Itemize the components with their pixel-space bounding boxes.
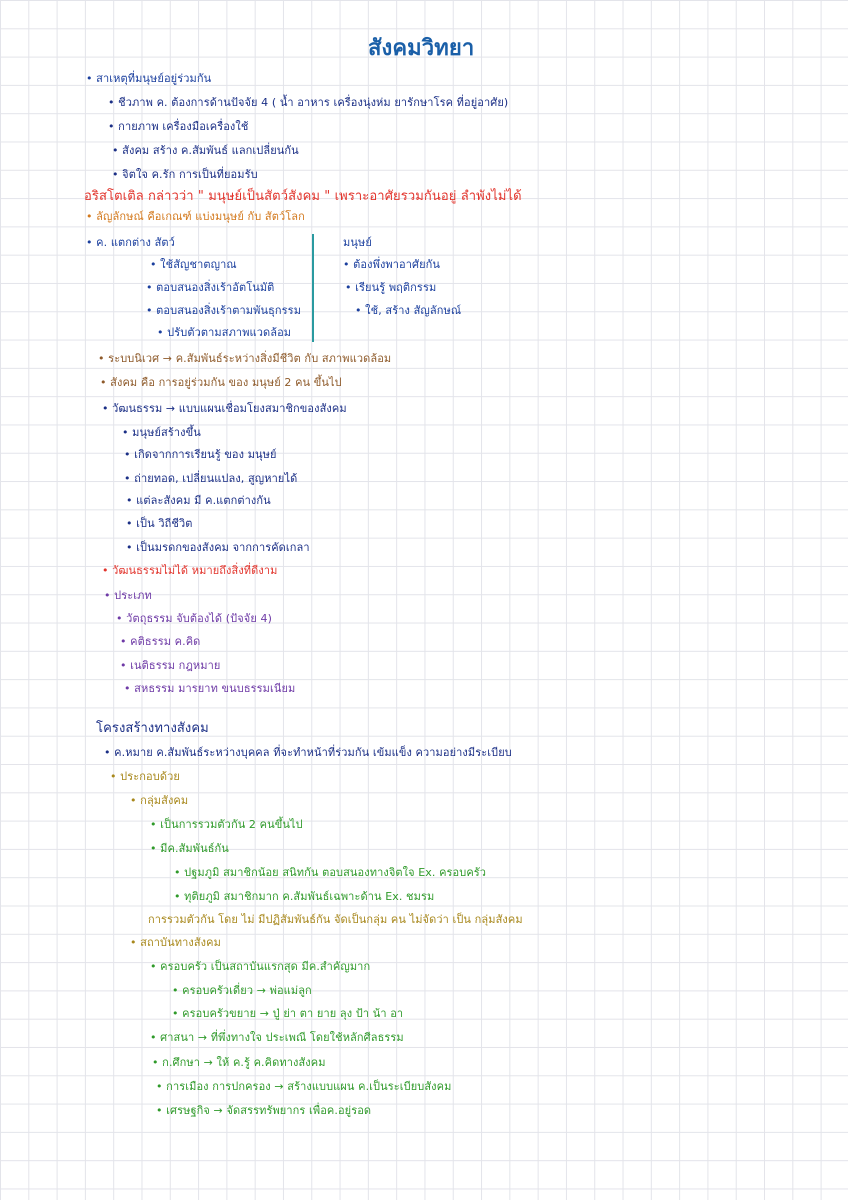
note-line: • แต่ละสังคม มี ค.แตกต่างกัน — [126, 494, 271, 507]
note-line: • เศรษฐกิจ → จัดสรรทรัพยากร เพื่อค.อยู่รอด — [156, 1104, 372, 1117]
section-heading: โครงสร้างทางสังคม — [96, 721, 209, 736]
note-line: • มีค.สัมพันธ์กัน — [150, 842, 229, 855]
note-line: • ก.ศึกษา → ให้ ค.รู้ ค.คิดทางสังคม — [152, 1056, 326, 1069]
note-line: • วัตถุธรรม จับต้องได้ (ปัจจัย 4) — [116, 612, 272, 625]
note-line: • เนติธรรม กฎหมาย — [120, 659, 221, 672]
note-line: • ตอบสนองสิ่งเร้าอัตโนมัติ — [146, 281, 275, 294]
note-line: • ชีวภาพ ค. ต้องการด้านปัจจัย 4 ( น้ำ อาหาร เครื่องนุ่งห่ม ยารักษาโรค ที่อยู่อาศัย) — [108, 96, 509, 109]
note-line: • ตอบสนองสิ่งเร้าตามพันธุกรรม — [146, 304, 302, 317]
note-line: • ประเภท — [104, 589, 152, 602]
note-line: • สังคม คือ การอยู่ร่วมกัน ของ มนุษย์ 2 คน ขึ้นไป — [100, 376, 342, 389]
note-line: • สังคม สร้าง ค.สัมพันธ์ แลกเปลี่ยนกัน — [112, 144, 299, 157]
note-line: • ครอบครัวขยาย → ปู่ ย่า ตา ยาย ลุง ป้า น้า อา — [172, 1007, 404, 1020]
note-line: • ปรับตัวตามสภาพแวดล้อม — [157, 326, 292, 339]
note-line: • ศาสนา → ที่พึ่งทางใจ ประเพณี โดยใช้หลักศีลธรรม — [150, 1031, 404, 1044]
note-line: • เกิดจากการเรียนรู้ ของ มนุษย์ — [124, 448, 277, 461]
note-line: • วัฒนธรรม → แบบแผนเชื่อมโยงสมาชิกของสังคม — [102, 402, 347, 415]
note-line: • เป็น วิถีชีวิต — [126, 517, 193, 530]
note-line: • การเมือง การปกครอง → สร้างแบบแผน ค.เป็นระเบียบสังคม — [156, 1080, 452, 1093]
note-line: • ถ่ายทอด, เปลี่ยนแปลง, สูญหายได้ — [124, 472, 298, 485]
note-line-highlight: อริสโตเติล กล่าวว่า " มนุษย์เป็นสัตว์สังคม " เพราะอาศัยรวมกันอยู่ ลำพังไม่ได้ — [84, 189, 522, 204]
page-title: สังคมวิทยา — [368, 36, 475, 61]
column-heading-human: มนุษย์ — [343, 236, 372, 249]
note-line: • ค. แตกต่าง สัตว์ — [86, 236, 175, 249]
note-line: • ใช้, สร้าง สัญลักษณ์ — [355, 304, 462, 317]
note-line: • เป็นมรดกของสังคม จากการคัดเกลา — [126, 541, 310, 554]
note-line: • จิตใจ ค.รัก การเป็นที่ยอมรับ — [112, 168, 258, 181]
note-line: • เป็นการรวมตัวกัน 2 คนขึ้นไป — [150, 818, 303, 831]
note-line: • ระบบนิเวศ → ค.สัมพันธ์ระหว่างสิ่งมีชีวิต กับ สภาพแวดล้อม — [98, 352, 392, 365]
column-divider — [312, 234, 314, 342]
note-line: • มนุษย์สร้างขึ้น — [122, 426, 201, 439]
note-line-highlight: • วัฒนธรรมไม่ได้ หมายถึงสิ่งที่ดีงาม — [102, 564, 278, 577]
note-line: • ทุติยภูมิ สมาชิกมาก ค.สัมพันธ์เฉพาะด้าน Ex. ชมรม — [174, 890, 435, 903]
note-line: • ลัญลักษณ์ คือเกณฑ์ แบ่งมนุษย์ กับ สัตว์โลก — [86, 210, 305, 223]
note-line: • กลุ่มสังคม — [130, 794, 189, 807]
note-line: • กายภาพ เครื่องมือเครื่องใช้ — [108, 120, 249, 133]
note-line: • สหธรรม มารยาท ขนบธรรมเนียม — [124, 682, 296, 695]
note-line: การรวมตัวกัน โดย ไม่ มีปฏิสัมพันธ์กัน จัดเป็นกลุ่ม คน ไม่จัดว่า เป็น กลุ่มสังคม — [148, 913, 523, 926]
note-line: • ประกอบด้วย — [110, 770, 180, 783]
note-line: • สถาบันทางสังคม — [130, 936, 221, 949]
note-line: • ครอบครัวเดี่ยว → พ่อแม่ลูก — [172, 984, 312, 997]
note-line: • เรียนรู้ พฤติกรรม — [345, 281, 437, 294]
note-line: • ปฐมภูมิ สมาชิกน้อย สนิทกัน ตอบสนองทางจิตใจ Ex. ครอบครัว — [174, 866, 487, 879]
note-line: • ค.หมาย ค.สัมพันธ์ระหว่างบุคคล ที่จะทำหน้าที่ร่วมกัน เข้มแข็ง ความอย่างมีระเบียบ — [104, 746, 512, 759]
note-line: • ต้องพึ่งพาอาศัยกัน — [343, 258, 441, 271]
note-line: • ครอบครัว เป็นสถาบันแรกสุด มีค.สำคัญมาก — [150, 960, 371, 973]
note-line: • คติธรรม ค.คิด — [120, 635, 201, 648]
note-line: • ใช้สัญชาตญาณ — [150, 258, 237, 271]
note-line: • สาเหตุที่มนุษย์อยู่ร่วมกัน — [86, 72, 212, 85]
